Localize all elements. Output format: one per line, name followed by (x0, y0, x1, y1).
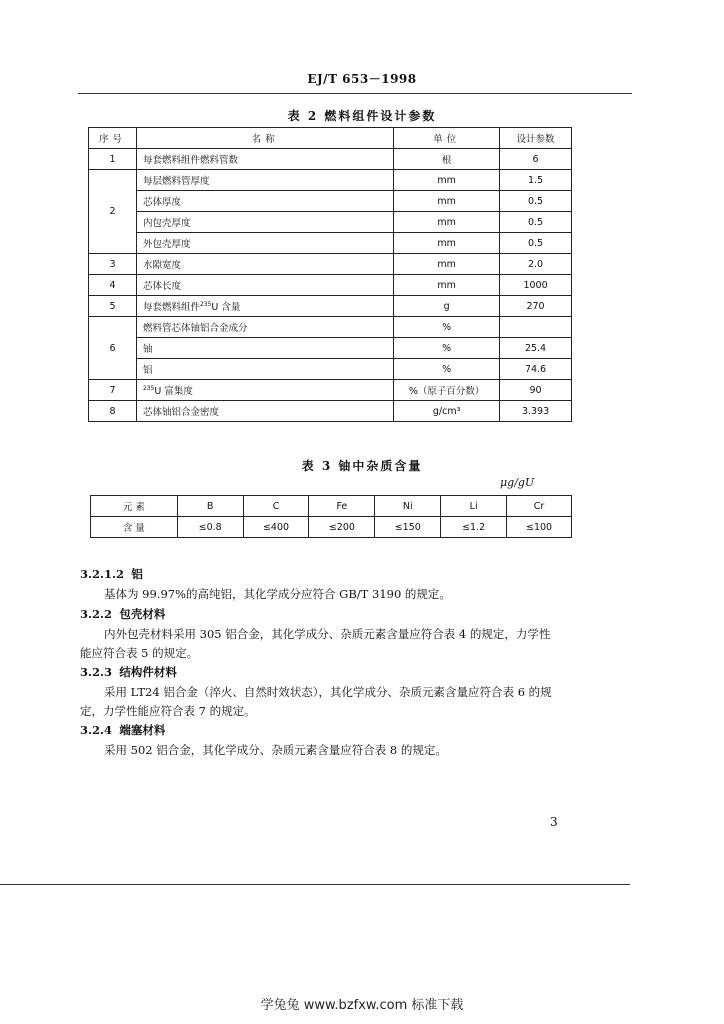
row-unit: mm (394, 233, 500, 254)
section-number: 3.2.1.2 (80, 567, 125, 581)
row-unit: % (394, 338, 500, 359)
section-number: 3.2.3 (80, 665, 113, 679)
row-name (136, 380, 393, 401)
table-header-row (89, 128, 572, 149)
row-name: 外包壳厚度 (136, 233, 393, 254)
row-value: 25.4 (500, 338, 572, 359)
header-name: 名称 (136, 128, 393, 149)
table-row (89, 149, 572, 170)
section-3-2-2-text-line1: 内外包壳材料采用 305 铝合金，其化学成分、杂质元素含量应符合表 4 的规定，力学性 (104, 627, 551, 641)
isotope-superscript: 235 (142, 384, 155, 392)
row-no: 4 (89, 275, 137, 296)
table-row (89, 401, 572, 422)
table-row (89, 380, 572, 401)
section-title: 结构件材料 (119, 665, 177, 679)
uranium-impurity-table (90, 495, 572, 538)
row-name: 铀 (136, 338, 393, 359)
row-no: 5 (89, 296, 137, 317)
row-value: 0.5 (500, 212, 572, 233)
row-value: 3.393 (500, 401, 572, 422)
row-unit: % (394, 359, 500, 380)
row-value (500, 317, 572, 338)
row-unit: mm (394, 254, 500, 275)
header-no: 序号 (89, 128, 137, 149)
row-value: 74.6 (500, 359, 572, 380)
watermark-footer: 学兔兔 www.bzfxw.com 标准下载 (260, 998, 464, 1013)
table-row (89, 296, 572, 317)
section-3-2-1-2-heading (80, 564, 143, 584)
header-value: 设计参数 (500, 128, 572, 149)
row-no: 2 (89, 170, 137, 254)
table-row (89, 170, 572, 191)
row-no: 3 (89, 254, 137, 275)
header-unit: 单位 (394, 128, 500, 149)
table3-caption: 表 3 铀中杂质含量 (301, 459, 423, 473)
element-cell: Ni (375, 496, 441, 517)
table2-caption: 表 2 燃料组件设计参数 (287, 109, 437, 123)
row-name: 每层燃料管厚度 (136, 170, 393, 191)
table-row (89, 233, 572, 254)
section-3-2-4-text: 采用 502 铝合金，其化学成分、杂质元素含量应符合表 8 的规定。 (104, 743, 447, 757)
table-row (89, 275, 572, 296)
section-number: 3.2.4 (80, 723, 113, 737)
row-name: 芯体长度 (136, 275, 393, 296)
row-unit: mm (394, 275, 500, 296)
row-unit: mm (394, 212, 500, 233)
row-unit: g/cm³ (394, 401, 500, 422)
content-cell: ≤400 (243, 517, 309, 538)
section-3-2-3-text-line2: 定，力学性能应符合表 7 的规定。 (80, 704, 256, 718)
row-name: 每套燃料组件燃料管数 (136, 149, 393, 170)
content-cell: ≤1.2 (441, 517, 507, 538)
row-name: 水隙宽度 (136, 254, 393, 275)
element-cell: Cr (507, 496, 572, 517)
row-no: 7 (89, 380, 137, 401)
element-cell: Fe (309, 496, 375, 517)
table3-unit: μg/gU (500, 476, 535, 489)
table-row (89, 338, 572, 359)
row-value: 0.5 (500, 233, 572, 254)
element-row (91, 496, 572, 517)
table-row (89, 359, 572, 380)
row-unit: g (394, 296, 500, 317)
row-value: 1000 (500, 275, 572, 296)
row-name: 内包壳厚度 (136, 212, 393, 233)
section-title: 端塞材料 (119, 723, 166, 737)
row-name: 芯体铀铝合金密度 (136, 401, 393, 422)
row-label-element: 元 素 (91, 496, 178, 517)
row-no: 8 (89, 401, 137, 422)
row-value: 6 (500, 149, 572, 170)
row-unit: % (394, 317, 500, 338)
row-value: 1.5 (500, 170, 572, 191)
row-name (136, 296, 393, 317)
fuel-assembly-parameters-table (88, 127, 572, 422)
element-cell: Li (441, 496, 507, 517)
row-name: 铝 (136, 359, 393, 380)
name-suffix: U 含量 (211, 302, 241, 313)
table-row (89, 191, 572, 212)
section-3-2-1-2-text: 基体为 99.97%的高纯铝，其化学成分应符合 GB/T 3190 的规定。 (104, 587, 451, 601)
section-3-2-3-heading (80, 662, 177, 682)
row-no: 6 (89, 317, 137, 380)
content-cell: ≤0.8 (177, 517, 243, 538)
section-3-2-4-heading (80, 720, 165, 740)
row-name: 燃料管芯体铀铝合金成分 (136, 317, 393, 338)
row-value: 2.0 (500, 254, 572, 275)
name-prefix: 每套燃料组件 (142, 302, 200, 313)
element-cell: C (243, 496, 309, 517)
row-value: 0.5 (500, 191, 572, 212)
row-value: 270 (500, 296, 572, 317)
row-name: 芯体厚度 (136, 191, 393, 212)
section-number: 3.2.2 (80, 607, 113, 621)
row-unit: 根 (394, 149, 500, 170)
section-3-2-2-heading (80, 604, 165, 624)
element-cell: B (177, 496, 243, 517)
name-suffix: U 富集度 (154, 386, 193, 397)
row-value: 90 (500, 380, 572, 401)
table-row (89, 254, 572, 275)
table-row (89, 212, 572, 233)
section-3-2-2-text-line2: 能应符合表 5 的规定。 (80, 646, 199, 660)
standard-code-header: EJ/T 653－1998 (307, 72, 417, 86)
section-3-2-3-text-line1: 采用 LT24 铝合金（淬火、自然时效状态），其化学成分、杂质元素含量应符合表 6 的规 (104, 685, 552, 699)
page-number: 3 (550, 815, 558, 829)
content-cell: ≤100 (507, 517, 572, 538)
content-row (91, 517, 572, 538)
content-cell: ≤150 (375, 517, 441, 538)
row-unit: mm (394, 191, 500, 212)
row-unit: %（原子百分数） (394, 380, 500, 401)
row-no: 1 (89, 149, 137, 170)
section-title: 包壳材料 (119, 607, 166, 621)
content-cell: ≤200 (309, 517, 375, 538)
isotope-superscript: 235 (199, 300, 212, 308)
header-rule (78, 93, 632, 94)
row-unit: mm (394, 170, 500, 191)
row-label-content: 含 量 (91, 517, 178, 538)
table-row (89, 317, 572, 338)
footer-rule (0, 884, 630, 885)
section-title: 铝 (131, 567, 143, 581)
